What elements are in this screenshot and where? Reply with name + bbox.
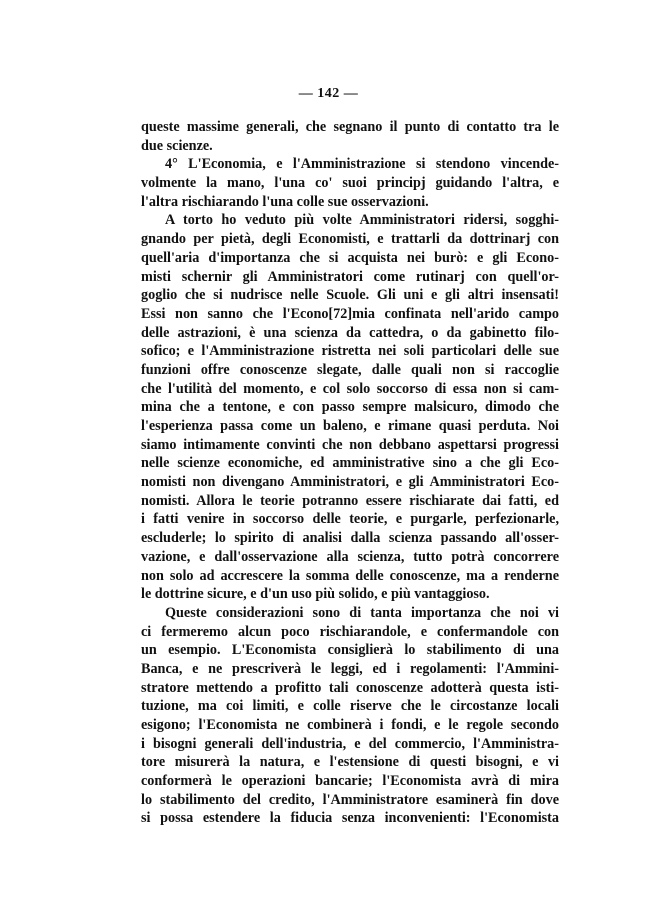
text-line: ci fermeremo alcun poco rischiarandole, e confermandole con [141, 623, 559, 640]
text-line: mina che a tentone, e con passo sempre malsicuro, dimodo che [141, 399, 559, 416]
text-line: stratore mettendo a profitto tali conoscenze adotterà questa isti- [141, 679, 559, 696]
text-line: nelle scienze economiche, ed amministrative sino a che gli Eco- [141, 455, 559, 472]
text-line: l'altra rischiarando l'una colle sue osservazioni. [141, 193, 429, 210]
text-line: sofico; e l'Amministrazione ristretta nei soli particolari delle sue [141, 343, 559, 360]
text-line: goglio che si nudrisce nelle Scuole. Gli uni e gli altri insensati! [141, 287, 559, 304]
text-line: delle astrazioni, è una scienza da cattedra, o da gabinetto filo- [141, 324, 559, 341]
text-line: Essi non sanno che l'Econo[72]mia confinata nell'arido campo [141, 305, 559, 322]
text-line: nomisti non divengano Amministratori, e gli Amministratori Eco- [141, 474, 559, 491]
text-line: A torto ho veduto più volte Amministratori ridersi, sogghi- [165, 212, 559, 229]
text-line: non solo ad accrescere la somma delle conoscenze, ma a renderne [141, 567, 559, 584]
text-line: siamo intimamente convinti che non debbano aspettarsi progressi [141, 436, 559, 453]
text-line: volmente la mano, l'una co' suoi principj guidando l'altra, e [141, 175, 559, 192]
text-line: vazione, e dall'osservazione alla scienza, tutto potrà concorrere [141, 548, 559, 565]
text-line: le dottrine sicure, e d'un uso più solido, e più vantaggioso. [141, 586, 490, 603]
text-line: Queste considerazioni sono di tanta importanza che noi vi [165, 604, 559, 621]
text-line: l'esperienza passa come un baleno, e rimane quasi perduta. Noi [141, 418, 559, 434]
text-line: queste massime generali, che segnano il punto di contatto tra le [141, 119, 559, 135]
text-line: quell'aria d'importanza che si acquista nei burò: e gli Econo- [141, 249, 559, 266]
text-line: due scienze. [141, 137, 213, 154]
text-line: escluderle; lo spirito di analisi dalla scienza passando all'osser- [141, 530, 559, 547]
text-line: conformerà le operazioni bancarie; l'Economista avrà di mira [141, 773, 559, 790]
text-line: misti schernir gli Amministratori come rutinarj con quell'or- [141, 268, 559, 285]
text-line: lo stabilimento del credito, l'Amministratore esaminerà fin dove [141, 791, 559, 808]
body-text [141, 118, 559, 828]
text-line: tore misurerà la natura, e l'estensione di questi bisogni, e vi [141, 754, 559, 771]
text-line: funzioni offre conoscenze slegate, dalle quali non si raccoglie [141, 361, 559, 378]
text-line: tuzione, ma coi limiti, e colle riserve che le circostanze locali [141, 698, 559, 715]
text-line: i fatti venire in soccorso delle teorie, e purgarle, perfezionarle, [141, 511, 559, 528]
page-number: — 142 — [298, 86, 359, 101]
text-line: Banca, e ne prescriverà le leggi, ed i regolamenti: l'Ammini- [141, 660, 559, 677]
text-line: che l'utilità del momento, e col solo soccorso di essa non si cam- [141, 380, 559, 397]
text-line: esigono; l'Economista ne combinerà i fondi, e le regole secondo [141, 717, 559, 733]
text-line: 4° L'Economia, e l'Amministrazione si stendono vincende- [165, 156, 559, 173]
text-line: gnando per pietà, degli Economisti, e trattarli da dottrinarj con [141, 231, 559, 248]
text-line: nomisti. Allora le teorie potranno essere rischiarate dai fatti, ed [141, 492, 559, 509]
text-line: si possa estendere la fiducia senza inconvenienti: l'Economista [141, 810, 559, 827]
text-line: i bisogni generali dell'industria, e del commercio, l'Amministra- [141, 735, 559, 752]
text-line: un esempio. L'Economista consiglierà lo stabilimento di una [141, 642, 559, 659]
